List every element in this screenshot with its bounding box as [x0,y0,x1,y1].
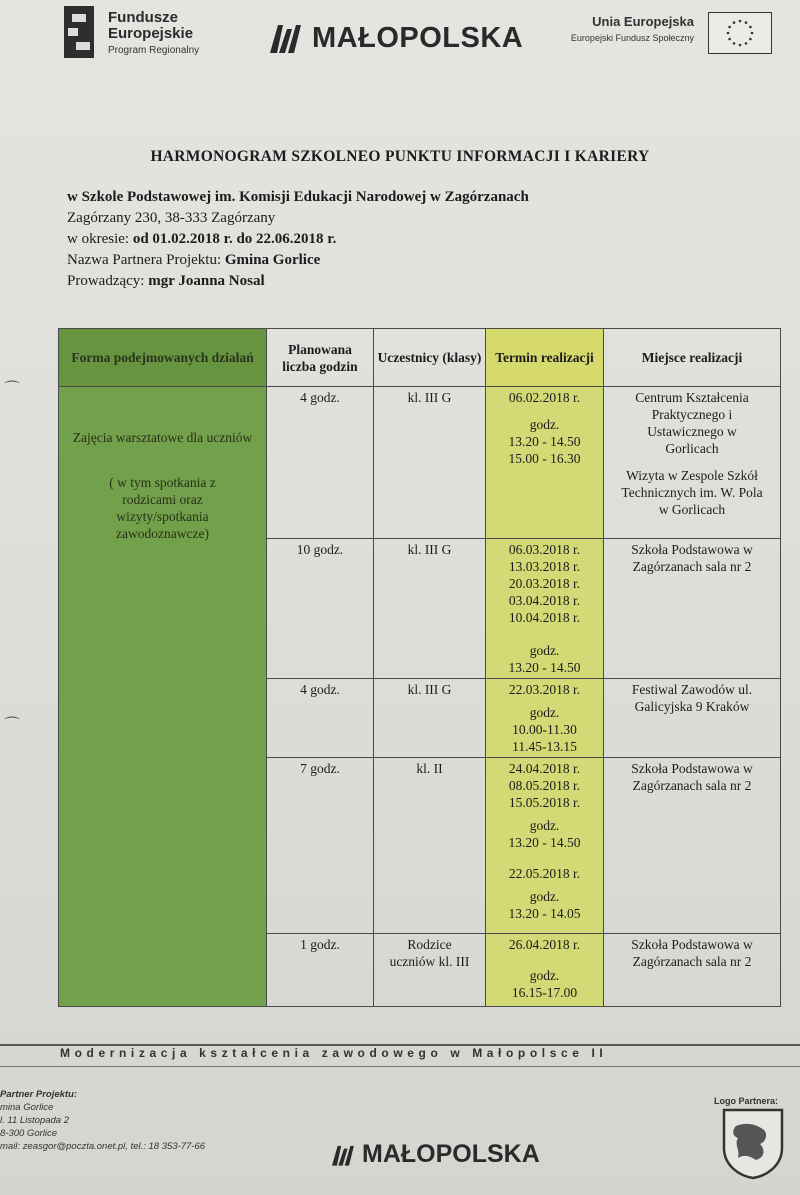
partner-line [67,250,529,271]
place-cell [604,934,781,1007]
eu-line1: Unia Europejska [592,14,694,29]
term-times: 16.15-17.00 [511,985,578,1000]
fundusze-europejskie-logo [64,4,214,60]
participants-cell: kl. III G [374,539,486,679]
partner-line: mail: zeasgor@poczta.onet.pl, tel.: 18 353-77-66 [0,1141,206,1152]
gorlice-crest-icon [722,1108,784,1180]
participants-cell: kl. III G [374,679,486,758]
term-dates: 06.02.2018 r. [508,390,581,405]
term-label: godz. [529,818,560,833]
term-label: godz. [529,705,560,720]
form-cell [59,387,267,1007]
eu-logo [560,12,780,52]
partner-heading: Partner Projektu: [0,1089,78,1100]
fe-logo-icon [64,6,94,58]
header-form: Forma podejmowanych działań [59,329,267,387]
table-header-row [59,329,781,387]
term-dates: 06.03.2018 r. 13.03.2018 r. 20.03.2018 r. 03.04.2018 r. 10.04.2018 r. [508,542,581,625]
hours-cell: 4 godz. [267,387,374,539]
place-text: Szkoła Podstawowa w Zagórzanach sala nr 2 [631,761,753,793]
fe-line3: Program Regionalny [108,45,200,56]
school-name: w Szkole Podstawowej im. Komisji Edukacji Narodowej w Zagórzanach [67,189,529,205]
term-label: godz. [529,417,560,432]
place-cell [604,758,781,934]
term-cell [486,679,604,758]
term-times: 13.20 - 14.50 [508,660,581,675]
fe-line2: Europejskie [108,25,194,42]
margin-mark: ⌒ [4,717,21,734]
form-note: ( w tym spotkania z rodzicami oraz wizyty/spotkania zawodoznawcze) [109,475,216,541]
term-label-2: godz. [529,889,560,904]
term-dates-2: 22.05.2018 r. [508,866,581,881]
term-cell [486,387,604,539]
place-text: Szkoła Podstawowa w Zagórzanach sala nr 2 [631,937,753,969]
footer-motto: Modernizacja kształcenia zawodowego w Małopolsce II [60,1046,608,1060]
place-text: Szkoła Podstawowa w Zagórzanach sala nr 2 [631,542,753,574]
participants-text: Rodzice uczniów kl. III [389,937,470,969]
partner-line: 8-300 Gorlice [0,1128,58,1139]
malopolska-footer-logo [332,1140,540,1169]
malopolska-mark-icon [270,23,304,53]
place-text: Festiwal Zawodów ul. Galicyjska 9 Kraków [631,682,753,714]
term-times-2: 13.20 - 14.05 [508,906,581,921]
hours-cell: 7 godz. [267,758,374,934]
hours-cell: 10 godz. [267,539,374,679]
place-text-2: Wizyta w Zespole Szkół Technicznych im. W. Pola w Gorlicach [621,468,763,517]
table-row [59,387,781,539]
hours-cell: 1 godz. [267,934,374,1007]
participants-cell: kl. III G [374,387,486,539]
malopolska-logo [270,20,523,56]
document-title: HARMONOGRAM SZKOLNEO PUNKTU INFORMACJI I KARIERY [150,148,650,165]
place-cell [604,539,781,679]
hours-cell: 4 godz. [267,679,374,758]
term-dates: 22.03.2018 r. [508,682,581,697]
term-cell [486,934,604,1007]
period-line [67,229,529,250]
partner-label: Nazwa Partnera Projektu: [67,252,225,268]
malopolska-footer-text: MAŁOPOLSKA [362,1140,540,1168]
header-place: Miejsce realizacji [604,329,781,387]
term-dates: 24.04.2018 r. 08.05.2018 r. 15.05.2018 r. [508,761,581,810]
header-hours: Planowana liczba godzin [267,329,374,387]
term-label: godz. [529,968,560,983]
term-cell [486,758,604,934]
schedule-table [58,328,781,1007]
logo-partner-label: Logo Partnera: [714,1096,779,1106]
document-info [67,187,529,292]
term-label: godz. [529,643,560,658]
participants-cell [374,934,486,1007]
term-times: 13.20 - 14.50 15.00 - 16.30 [508,434,581,466]
host-label: Prowadzący: [67,273,149,289]
partner-line: mina Gorlice [0,1102,54,1113]
place-cell [604,387,781,539]
participants-cell: kl. II [374,758,486,934]
period-label: w okresie: [67,231,133,247]
fe-line1: Fundusze [108,9,178,26]
term-dates: 26.04.2018 r. [508,937,581,952]
host-line [67,271,529,292]
place-text: Centrum Kształcenia Praktycznego i Ustawicznego w Gorlicach [635,390,749,456]
partner-contact [0,1088,205,1153]
malopolska-mark-icon [332,1143,356,1167]
header-participants: Uczestnicy (klasy) [374,329,486,387]
host-value: mgr Joanna Nosal [148,273,265,289]
partner-line: l. 11 Listopada 2 [0,1115,70,1126]
eu-line2: Europejski Fundusz Społeczny [570,33,694,43]
partner-value: Gmina Gorlice [224,252,321,268]
header-term: Termin realizacji [486,329,604,387]
malopolska-text: MAŁOPOLSKA [312,21,524,54]
place-cell [604,679,781,758]
footer-divider-2 [0,1066,800,1067]
term-times: 13.20 - 14.50 [508,835,581,850]
term-times: 10.00-11.30 11.45-13.15 [512,722,577,754]
margin-mark: ⌒ [4,381,21,398]
period-value: od 01.02.2018 r. do 22.06.2018 r. [132,231,337,247]
school-address: Zagórzany 230, 38-333 Zagórzany [67,210,276,226]
term-cell [486,539,604,679]
form-main: Zajęcia warsztatowe dla uczniów [72,430,253,445]
eu-flag-icon [708,12,772,54]
